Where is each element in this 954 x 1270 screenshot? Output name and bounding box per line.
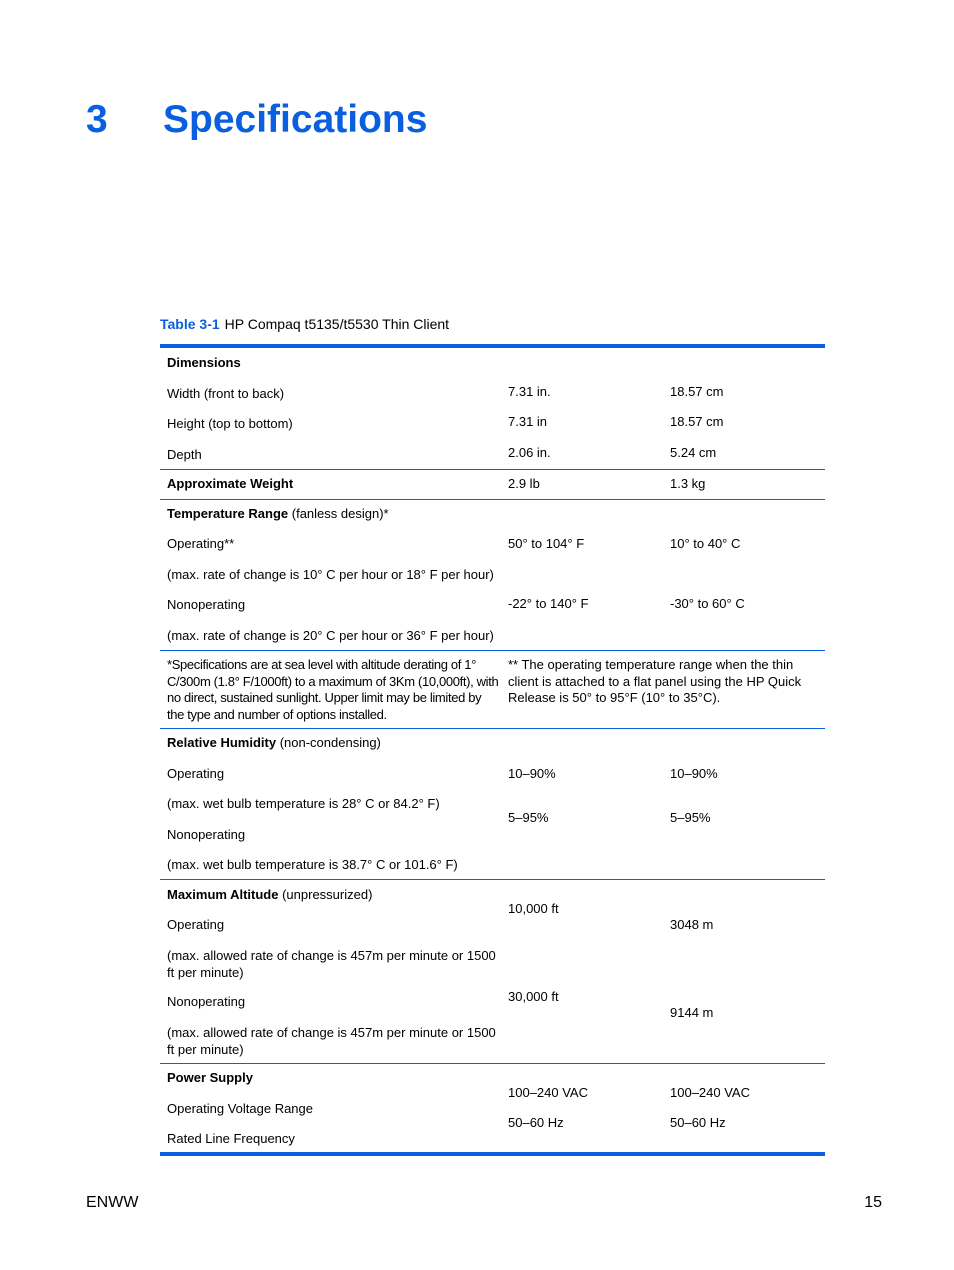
temp-operating-metric: 10° to 40° C <box>670 536 741 551</box>
width-metric: 18.57 cm <box>670 384 724 399</box>
humidity-heading <box>167 735 381 752</box>
row-divider <box>160 499 825 500</box>
table-caption-number: Table 3-1 <box>160 316 220 332</box>
row-divider <box>160 650 825 651</box>
chapter-title: Specifications <box>163 98 428 141</box>
table-bottom-rule <box>160 1152 825 1156</box>
humidity-nonoperating-imperial: 5–95% <box>508 810 549 825</box>
footnote-altitude-derating: *Specifications are at sea level with altitude derating of 1° C/300m (1.8° F/1000ft) to a maximum of 3Km (10,000ft), with no direct, sustained sunlight. Upper limit may be limited by the type and number of options installed. <box>167 657 499 722</box>
weight-metric: 1.3 kg <box>670 476 706 491</box>
temp-nonoperating-metric: -30° to 60° C <box>670 596 745 611</box>
temperature-heading-note: (fanless design)* <box>288 506 389 521</box>
humidity-operating-imperial: 10–90% <box>508 766 556 781</box>
altitude-operating-label: Operating <box>167 917 225 932</box>
chapter-number: 3 <box>86 98 108 141</box>
voltage-metric: 100–240 VAC <box>670 1085 750 1100</box>
voltage-imperial: 100–240 VAC <box>508 1085 588 1100</box>
humidity-operating-label: Operating <box>167 766 225 781</box>
altitude-nonoperating-imperial: 30,000 ft <box>508 989 559 1004</box>
humidity-operating-metric: 10–90% <box>670 766 718 781</box>
table-caption <box>160 315 449 333</box>
table-caption-text: HP Compaq t5135/t5530 Thin Client <box>224 316 450 332</box>
altitude-operating-note: (max. allowed rate of change is 457m per minute or 1500 ft per minute) <box>167 948 496 980</box>
row-divider <box>160 728 825 729</box>
dimensions-heading: Dimensions <box>167 355 241 370</box>
width-label: Width (front to back) <box>167 386 285 401</box>
temperature-heading-bold: Temperature Range <box>167 506 289 521</box>
humidity-nonoperating-note: (max. wet bulb temperature is 38.7° C or 101.6° F) <box>167 857 458 872</box>
power-heading: Power Supply <box>167 1070 253 1085</box>
humidity-heading-bold: Relative Humidity <box>167 735 277 750</box>
temp-nonoperating-imperial: -22° to 140° F <box>508 596 589 611</box>
depth-imperial: 2.06 in. <box>508 445 551 460</box>
temp-nonoperating-label: Nonoperating <box>167 597 246 612</box>
humidity-nonoperating-metric: 5–95% <box>670 810 711 825</box>
depth-label: Depth <box>167 447 202 462</box>
altitude-heading-note: (unpressurized) <box>278 887 373 902</box>
humidity-operating-note: (max. wet bulb temperature is 28° C or 84.2° F) <box>167 796 440 811</box>
height-label: Height (top to bottom) <box>167 416 293 431</box>
height-imperial: 7.31 in <box>508 414 548 429</box>
altitude-nonoperating-metric: 9144 m <box>670 1005 714 1020</box>
humidity-heading-note: (non-condensing) <box>276 735 381 750</box>
row-divider <box>160 1063 825 1064</box>
temp-operating-label: Operating** <box>167 536 235 551</box>
weight-label: Approximate Weight <box>167 476 294 491</box>
footnote-flat-panel: ** The operating temperature range when the thin client is attached to a flat panel using the HP Quick Release is 50° to 95°F (10° to 35°C). <box>508 657 802 705</box>
depth-metric: 5.24 cm <box>670 445 717 460</box>
frequency-metric: 50–60 Hz <box>670 1115 726 1130</box>
altitude-operating-metric: 3048 m <box>670 917 714 932</box>
altitude-nonoperating-label: Nonoperating <box>167 994 246 1009</box>
frequency-label: Rated Line Frequency <box>167 1131 295 1146</box>
row-divider <box>160 879 825 880</box>
altitude-operating-imperial: 10,000 ft <box>508 901 559 916</box>
voltage-label: Operating Voltage Range <box>167 1101 313 1116</box>
altitude-nonoperating-note: (max. allowed rate of change is 457m per minute or 1500 ft per minute) <box>167 1025 496 1057</box>
frequency-imperial: 50–60 Hz <box>508 1115 564 1130</box>
altitude-heading <box>167 887 372 904</box>
width-imperial: 7.31 in. <box>508 384 551 399</box>
temp-nonoperating-note: (max. rate of change is 20° C per hour or 36° F per hour) <box>167 628 494 643</box>
footer-label: ENWW <box>86 1194 139 1211</box>
temp-operating-imperial: 50° to 104° F <box>508 536 585 551</box>
row-divider <box>160 469 825 470</box>
table-top-rule <box>160 344 825 348</box>
altitude-heading-bold: Maximum Altitude <box>167 887 279 902</box>
weight-imperial: 2.9 lb <box>508 476 540 491</box>
temp-operating-note: (max. rate of change is 10° C per hour or 18° F per hour) <box>167 567 494 582</box>
temperature-heading <box>167 506 389 523</box>
height-metric: 18.57 cm <box>670 414 724 429</box>
page-number: 15 <box>864 1194 882 1211</box>
humidity-nonoperating-label: Nonoperating <box>167 827 246 842</box>
